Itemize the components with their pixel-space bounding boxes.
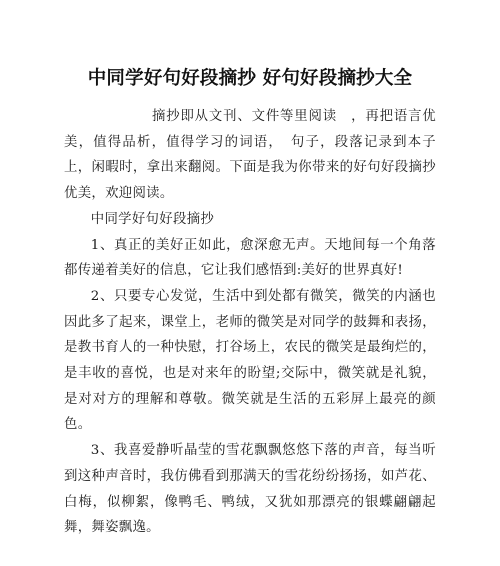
document-body	[64, 104, 436, 541]
section-heading: 中同学好句好段摘抄	[90, 211, 215, 227]
paragraph-3: 3、我喜爱静听晶莹的雪花飘飘悠悠下落的声音，每当听到这种声音时，我仿佛看到那满天的雪花纷纷扬扬，如芦花、白梅，似柳絮，像鸭毛、鸭绒，又犹如那漂亮的银蝶翩翩起舞，舞姿飘逸。	[64, 443, 436, 536]
document-title: 中同学好句好段摘抄 好句好段摘抄大全	[87, 68, 413, 89]
paragraph-1: 1、真正的美好正如此，愈深愈无声。天地间每一个角落都传递着美好的信息，它让我们感悟到:美好的世界真好!	[64, 237, 436, 279]
intro-paragraph: 摘抄即从文刊、文件等里阅读 ，再把语言优美，值得品析，值得学习的词语， 句子，段落记录到本子上，闲暇时，拿出来翻阅。下面是我为你带来的好句好段摘抄优美，欢迎阅读。	[64, 109, 436, 202]
paragraph-2: 2、只要专心发觉，生活中到处都有微笑，微笑的内涵也因此多了起来，课堂上，老师的微笑是对同学的鼓舞和表扬，是教书育人的一种快慰，打谷场上，农民的微笑是最绚烂的，是丰收的喜悦，也是对来年的盼望;交际中，微笑就是礼貌，是对对方的理解和尊敬。微笑就是生活的五彩屏上最亮的颜色。	[64, 288, 436, 433]
